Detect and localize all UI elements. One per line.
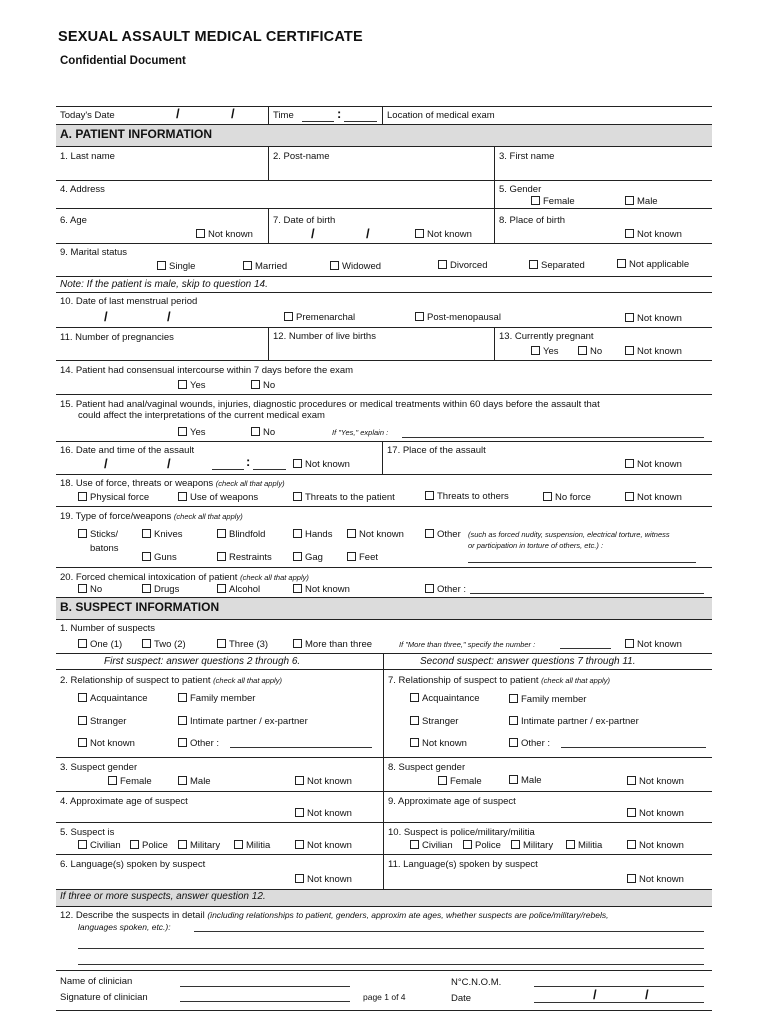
clinician-name-line[interactable] (180, 986, 350, 987)
q-date-of-birth: 7. Date of birth (273, 215, 336, 226)
rule-divider (56, 506, 712, 507)
checkbox-icon[interactable] (509, 694, 518, 703)
rule-divider (56, 791, 712, 792)
checkbox-icon[interactable] (566, 840, 575, 849)
rule-divider (56, 276, 712, 277)
q-assault-date-time: 16. Date and time of the assault (60, 445, 195, 456)
weapon-other-note-cont: or participation in torture of others, etc.) : (468, 541, 604, 550)
checkbox-icon[interactable] (178, 738, 187, 747)
lang2-not-known-option[interactable]: Not known (627, 874, 684, 885)
checkbox-icon[interactable] (415, 229, 424, 238)
weapon-other-option[interactable]: Other (425, 529, 461, 540)
checkbox-icon[interactable] (625, 492, 634, 501)
q-suspect-age-first: 4. Approximate age of suspect (60, 796, 188, 807)
gender-female-option[interactable]: Female (531, 196, 575, 207)
checkbox-icon[interactable] (625, 196, 634, 205)
three-suspects-band: If three or more suspects, answer question 12. (56, 889, 712, 907)
q-last-name: 1. Last name (60, 151, 115, 162)
rel1-not-known-option[interactable]: Not known (78, 738, 135, 749)
checkbox-icon[interactable] (217, 529, 226, 538)
chem-drugs-option[interactable]: Drugs (142, 584, 179, 595)
age1-not-known-option[interactable]: Not known (295, 808, 352, 819)
pob-not-known-option[interactable]: Not known (625, 229, 682, 240)
q-number-of-suspects: 1. Number of suspects (60, 623, 156, 634)
wounds-no-option[interactable]: No (251, 427, 275, 438)
q-language-first: 6. Language(s) spoken by suspect (60, 859, 206, 870)
wounds-yes-option[interactable]: Yes (178, 427, 206, 438)
checkbox-icon[interactable] (627, 808, 636, 817)
checkbox-icon[interactable] (627, 840, 636, 849)
rel1-acquaintance-option[interactable]: Acquaintance (78, 693, 148, 704)
checkbox-icon[interactable] (410, 840, 419, 849)
date-slash: / (593, 987, 597, 1002)
checkbox-icon[interactable] (178, 693, 187, 702)
force-weapons-option[interactable]: Use of weapons (178, 492, 258, 503)
q-marital-status: 9. Marital status (60, 247, 128, 258)
checkbox-icon[interactable] (78, 716, 87, 725)
weapon-knives-option[interactable]: Knives (142, 529, 183, 540)
checkbox-icon[interactable] (627, 874, 636, 883)
checkbox-icon[interactable] (295, 874, 304, 883)
rel1-intimate-option[interactable]: Intimate partner / ex-partner (178, 716, 308, 727)
checkbox-icon[interactable] (438, 776, 447, 785)
rule-divider (56, 1010, 712, 1011)
date-slash: / (231, 106, 235, 121)
checkbox-icon[interactable] (627, 776, 636, 785)
suspects-more-option[interactable]: More than three (293, 639, 372, 650)
s1-not-known-option[interactable]: Not known (295, 840, 352, 851)
q-suspect-is-first: 5. Suspect is (60, 827, 115, 838)
document-title: SEXUAL ASSAULT MEDICAL CERTIFICATE (58, 29, 363, 45)
q-last-menstrual-period: 10. Date of last menstrual period (60, 296, 198, 307)
g1-female-option[interactable]: Female (108, 776, 152, 787)
rel2-family-option[interactable]: Family member (509, 694, 586, 705)
time-colon: : (246, 454, 251, 469)
checkbox-icon[interactable] (463, 840, 472, 849)
checkbox-icon[interactable] (425, 584, 434, 593)
g2-female-option[interactable]: Female (438, 776, 482, 787)
date-slash: / (311, 226, 315, 241)
checkbox-icon[interactable] (425, 529, 434, 538)
rule-divider (56, 208, 712, 209)
chem-other-line[interactable] (470, 593, 704, 594)
checkbox-icon[interactable] (543, 492, 552, 501)
checkbox-icon[interactable] (157, 261, 166, 270)
s1-militia-option[interactable]: Militia (234, 840, 270, 851)
checkbox-icon[interactable] (625, 229, 634, 238)
rel2-stranger-option[interactable]: Stranger (410, 716, 458, 727)
fill-in-line[interactable] (253, 469, 286, 470)
clinician-signature-line[interactable] (180, 1001, 350, 1002)
chem-no-option[interactable]: No (78, 584, 102, 595)
checkbox-icon[interactable] (178, 716, 187, 725)
checkbox-icon[interactable] (293, 492, 302, 501)
lang1-not-known-option[interactable]: Not known (295, 874, 352, 885)
more-than-three-note: If "More than three," specify the number : (399, 640, 536, 649)
rule-divider (56, 970, 712, 971)
rule-divider (268, 146, 269, 180)
q-chemical-intoxication: 20. Forced chemical intoxication of patient (check all that apply) (60, 572, 309, 583)
second-suspect-instruction: Second suspect: answer questions 7 through 11. (420, 656, 636, 667)
checkbox-icon[interactable] (78, 738, 87, 747)
rule-divider (56, 474, 712, 475)
checkbox-icon[interactable] (243, 261, 252, 270)
q-language-second: 11. Language(s) spoken by suspect (388, 859, 538, 870)
rel2-intimate-option[interactable]: Intimate partner / ex-partner (509, 716, 639, 727)
weapon-other-line[interactable] (468, 562, 696, 563)
checkbox-icon[interactable] (511, 840, 520, 849)
force-threats-patient-option[interactable]: Threats to the patient (293, 492, 395, 503)
rule-divider (268, 106, 269, 124)
fill-in-line[interactable] (344, 121, 377, 122)
describe-line[interactable] (78, 948, 704, 949)
weapon-batons-label: batons (90, 543, 119, 554)
rel2-acquaintance-option[interactable]: Acquaintance (410, 693, 480, 704)
first-suspect-instruction: First suspect: answer questions 2 through 6. (104, 656, 301, 667)
date-slash: / (167, 456, 171, 471)
checkbox-icon[interactable] (293, 552, 302, 561)
q-post-name: 2. Post-name (273, 151, 330, 162)
marital-widowed-option[interactable]: Widowed (330, 261, 381, 272)
section-b-header: B. SUSPECT INFORMATION (56, 597, 712, 620)
g1-male-option[interactable]: Male (178, 776, 211, 787)
fill-in-line[interactable] (302, 121, 334, 122)
document-subtitle: Confidential Document (60, 55, 186, 67)
q-first-name: 3. First name (499, 151, 555, 162)
checkbox-icon[interactable] (617, 259, 626, 268)
checkbox-icon[interactable] (347, 552, 356, 561)
q-assault-place: 17. Place of the assault (387, 445, 486, 456)
rule-divider (56, 567, 712, 568)
s1-civilian-option[interactable]: Civilian (78, 840, 121, 851)
checkbox-icon[interactable] (509, 716, 518, 725)
rule-divider (56, 292, 712, 293)
describe-line[interactable] (78, 964, 704, 965)
checkbox-icon[interactable] (625, 346, 634, 355)
premenarchal-option[interactable]: Premenarchal (284, 312, 355, 323)
checkbox-icon[interactable] (234, 840, 243, 849)
checkbox-icon[interactable] (415, 312, 424, 321)
q-wounds-injuries: 15. Patient had anal/vaginal wounds, injuries, diagnostic procedures or medical treatments within 60 days before the assault that (60, 399, 600, 410)
date-slash: / (104, 456, 108, 471)
checkbox-icon[interactable] (284, 312, 293, 321)
marital-single-option[interactable]: Single (157, 261, 195, 272)
g2-male-option[interactable]: Male (509, 775, 542, 786)
checkbox-icon[interactable] (251, 427, 260, 436)
s2-not-known-option[interactable]: Not known (627, 840, 684, 851)
s1-military-option[interactable]: Military (178, 840, 220, 851)
checkbox-icon[interactable] (178, 492, 187, 501)
checkbox-icon[interactable] (108, 776, 117, 785)
checkbox-icon[interactable] (438, 260, 447, 269)
checkbox-icon[interactable] (295, 776, 304, 785)
weapon-gag-option[interactable]: Gag (293, 552, 323, 563)
q-suspect-is-second: 10. Suspect is police/military/militia (388, 827, 535, 838)
checkbox-icon[interactable] (347, 529, 356, 538)
footer-date-label: Date (451, 993, 472, 1004)
weapon-other-note: (such as forced nudity, suspension, electrical torture, witness (468, 530, 670, 539)
q-suspect-gender-second: 8. Suspect gender (388, 762, 466, 773)
checkbox-icon[interactable] (78, 529, 87, 538)
gender-male-option[interactable]: Male (625, 196, 658, 207)
rule-divider (382, 441, 383, 474)
checkbox-icon[interactable] (410, 716, 419, 725)
rel1-stranger-option[interactable]: Stranger (78, 716, 126, 727)
location-label: Location of medical exam (387, 110, 495, 121)
q-relationship-second: 7. Relationship of suspect to patient (check all that apply) (388, 675, 610, 686)
checkbox-icon[interactable] (178, 840, 187, 849)
s1-police-option[interactable]: Police (130, 840, 168, 851)
q-relationship-first: 2. Relationship of suspect to patient (check all that apply) (60, 675, 282, 686)
q-address: 4. Address (60, 184, 105, 195)
q-consensual-intercourse: 14. Patient had consensual intercourse within 7 days before the exam (60, 365, 354, 376)
checkbox-icon[interactable] (217, 584, 226, 593)
weapon-blindfold-option[interactable]: Blindfold (217, 529, 265, 540)
todays-date-label: Today's Date (60, 110, 115, 121)
dob-not-known-option[interactable]: Not known (415, 229, 472, 240)
checkbox-icon[interactable] (78, 639, 87, 648)
rule-divider (382, 106, 383, 124)
checkbox-icon[interactable] (625, 313, 634, 322)
checkbox-icon[interactable] (293, 584, 302, 593)
checkbox-icon[interactable] (78, 584, 87, 593)
rel1-other-option[interactable]: Other : (178, 738, 219, 749)
checkbox-icon[interactable] (293, 459, 302, 468)
rule-divider (56, 106, 712, 107)
s2-civilian-option[interactable]: Civilian (410, 840, 453, 851)
section-a-header: A. PATIENT INFORMATION (56, 124, 712, 147)
pregnant-not-known-option[interactable]: Not known (625, 346, 682, 357)
chem-alcohol-option[interactable]: Alcohol (217, 584, 260, 595)
checkbox-icon[interactable] (410, 738, 419, 747)
rule-divider (56, 441, 712, 442)
marital-not-applicable-option[interactable]: Not applicable (617, 259, 689, 270)
checkbox-icon[interactable] (410, 693, 419, 702)
checkbox-icon[interactable] (509, 738, 518, 747)
force-threats-others-option[interactable]: Threats to others (425, 491, 509, 502)
checkbox-icon[interactable] (625, 459, 634, 468)
cnom-label: N°C.N.O.M. (451, 977, 502, 988)
wounds-explain-line[interactable] (402, 437, 704, 438)
checkbox-icon[interactable] (293, 529, 302, 538)
checkbox-icon[interactable] (142, 529, 151, 538)
date-slash: / (645, 987, 649, 1002)
rel2-other-option[interactable]: Other : (509, 738, 550, 749)
checkbox-icon[interactable] (142, 639, 151, 648)
q-currently-pregnant: 13. Currently pregnant (499, 331, 594, 342)
weapon-not-known-option[interactable]: Not known (347, 529, 404, 540)
checkbox-icon[interactable] (295, 840, 304, 849)
q-describe-suspects-cont: languages spoken, etc.): (78, 922, 171, 932)
age2-not-known-option[interactable]: Not known (627, 808, 684, 819)
pregnant-yes-option[interactable]: Yes (531, 346, 559, 357)
checkbox-icon[interactable] (142, 552, 151, 561)
g1-not-known-option[interactable]: Not known (295, 776, 352, 787)
assault-place-not-known-option[interactable]: Not known (625, 459, 682, 470)
checkbox-icon[interactable] (78, 693, 87, 702)
rule-divider (56, 822, 712, 823)
q-suspect-gender-first: 3. Suspect gender (60, 762, 138, 773)
clinician-signature-label: Signature of clinician (60, 992, 148, 1003)
rule-divider (268, 208, 269, 243)
page-number: page 1 of 4 (363, 992, 406, 1002)
rel1-family-option[interactable]: Family member (178, 693, 255, 704)
rule-divider (56, 669, 712, 670)
suspect-number-line[interactable] (560, 648, 611, 649)
rule-divider (56, 180, 712, 181)
suspects-two-option[interactable]: Two (2) (142, 639, 186, 650)
rel1-other-line[interactable] (230, 747, 372, 748)
weapon-feet-option[interactable]: Feet (347, 552, 378, 563)
checkbox-icon[interactable] (529, 260, 538, 269)
checkbox-icon[interactable] (178, 776, 187, 785)
rule-divider (268, 327, 269, 360)
intercourse-yes-option[interactable]: Yes (178, 380, 206, 391)
q-age: 6. Age (60, 215, 87, 226)
intercourse-no-option[interactable]: No (251, 380, 275, 391)
checkbox-icon[interactable] (330, 261, 339, 270)
cnom-line[interactable] (534, 986, 704, 987)
rule-divider (56, 394, 712, 395)
weapon-hands-option[interactable]: Hands (293, 529, 332, 540)
checkbox-icon[interactable] (293, 639, 302, 648)
male-skip-note: Note: If the patient is male, skip to question 14. (60, 279, 268, 290)
describe-line[interactable] (194, 931, 704, 932)
date-slash: / (176, 106, 180, 121)
pregnant-no-option[interactable]: No (578, 346, 602, 357)
suspects-not-known-option[interactable]: Not known (625, 639, 682, 650)
checkbox-icon[interactable] (130, 840, 139, 849)
date-slash: / (366, 226, 370, 241)
rule-divider (56, 757, 712, 758)
q-live-births: 12. Number of live births (273, 331, 376, 342)
rule-divider (494, 327, 495, 360)
chem-other-option[interactable]: Other : (425, 584, 466, 595)
marital-married-option[interactable]: Married (243, 261, 287, 272)
checkbox-icon[interactable] (295, 808, 304, 817)
s2-police-option[interactable]: Police (463, 840, 501, 851)
q-place-of-birth: 8. Place of birth (499, 215, 566, 226)
date-slash: / (104, 309, 108, 324)
q-describe-suspects: 12. Describe the suspects in detail (including relationships to patient, genders, approxim ate ages, whether suspects are police/military/rebels, (60, 910, 609, 921)
rule-divider (494, 146, 495, 208)
wounds-explain-label: If "Yes," explain : (332, 428, 389, 437)
weapon-sticks-option[interactable]: Sticks/ (78, 529, 118, 540)
rule-divider (56, 360, 712, 361)
checkbox-icon[interactable] (142, 584, 151, 593)
checkbox-icon[interactable] (178, 380, 187, 389)
post-menopausal-option[interactable]: Post-menopausal (415, 312, 501, 323)
age-not-known-option[interactable]: Not known (196, 229, 253, 240)
checkbox-icon[interactable] (217, 552, 226, 561)
checkbox-icon[interactable] (625, 639, 634, 648)
checkbox-icon[interactable] (251, 380, 260, 389)
checkbox-icon[interactable] (531, 346, 540, 355)
q-wounds-injuries-cont: could affect the interpretations of the current medical exam (78, 410, 325, 421)
checkbox-icon[interactable] (217, 639, 226, 648)
assault-date-not-known-option[interactable]: Not known (293, 459, 350, 470)
q-use-of-force: 18. Use of force, threats or weapons (check all that apply) (60, 478, 285, 489)
force-none-option[interactable]: No force (543, 492, 591, 503)
date-slash: / (167, 309, 171, 324)
rule-divider (494, 208, 495, 243)
checkbox-icon[interactable] (578, 346, 587, 355)
marital-divorced-option[interactable]: Divorced (438, 260, 488, 271)
checkbox-icon[interactable] (78, 492, 87, 501)
rule-divider (56, 327, 712, 328)
clinician-name-label: Name of clinician (60, 976, 133, 987)
q-type-of-force: 19. Type of force/weapons (check all that apply) (60, 511, 243, 522)
time-label: Time (273, 110, 294, 121)
s2-militia-option[interactable]: Militia (566, 840, 602, 851)
chem-not-known-option[interactable]: Not known (293, 584, 350, 595)
rule-divider (56, 653, 712, 654)
checkbox-icon[interactable] (196, 229, 205, 238)
checkbox-icon[interactable] (509, 775, 518, 784)
weapon-restraints-option[interactable]: Restraints (217, 552, 272, 563)
suspects-three-option[interactable]: Three (3) (217, 639, 268, 650)
checkbox-icon[interactable] (531, 196, 540, 205)
rule-divider (56, 243, 712, 244)
checkbox-icon[interactable] (178, 427, 187, 436)
s2-military-option[interactable]: Military (511, 840, 553, 851)
g2-not-known-option[interactable]: Not known (627, 776, 684, 787)
rel2-not-known-option[interactable]: Not known (410, 738, 467, 749)
suspects-one-option[interactable]: One (1) (78, 639, 122, 650)
fill-in-line[interactable] (212, 469, 244, 470)
footer-date-line[interactable] (534, 1002, 704, 1003)
weapon-guns-option[interactable]: Guns (142, 552, 177, 563)
q-suspect-age-second: 9. Approximate age of suspect (388, 796, 516, 807)
q-gender: 5. Gender (499, 184, 542, 195)
rel2-other-line[interactable] (561, 747, 706, 748)
checkbox-icon[interactable] (78, 840, 87, 849)
checkbox-icon[interactable] (425, 491, 434, 500)
time-colon: : (337, 106, 342, 121)
force-physical-option[interactable]: Physical force (78, 492, 149, 503)
lmp-not-known-option[interactable]: Not known (625, 313, 682, 324)
rule-divider (56, 854, 712, 855)
force-not-known-option[interactable]: Not known (625, 492, 682, 503)
q-number-of-pregnancies: 11. Number of pregnancies (60, 332, 174, 343)
marital-separated-option[interactable]: Separated (529, 260, 585, 271)
